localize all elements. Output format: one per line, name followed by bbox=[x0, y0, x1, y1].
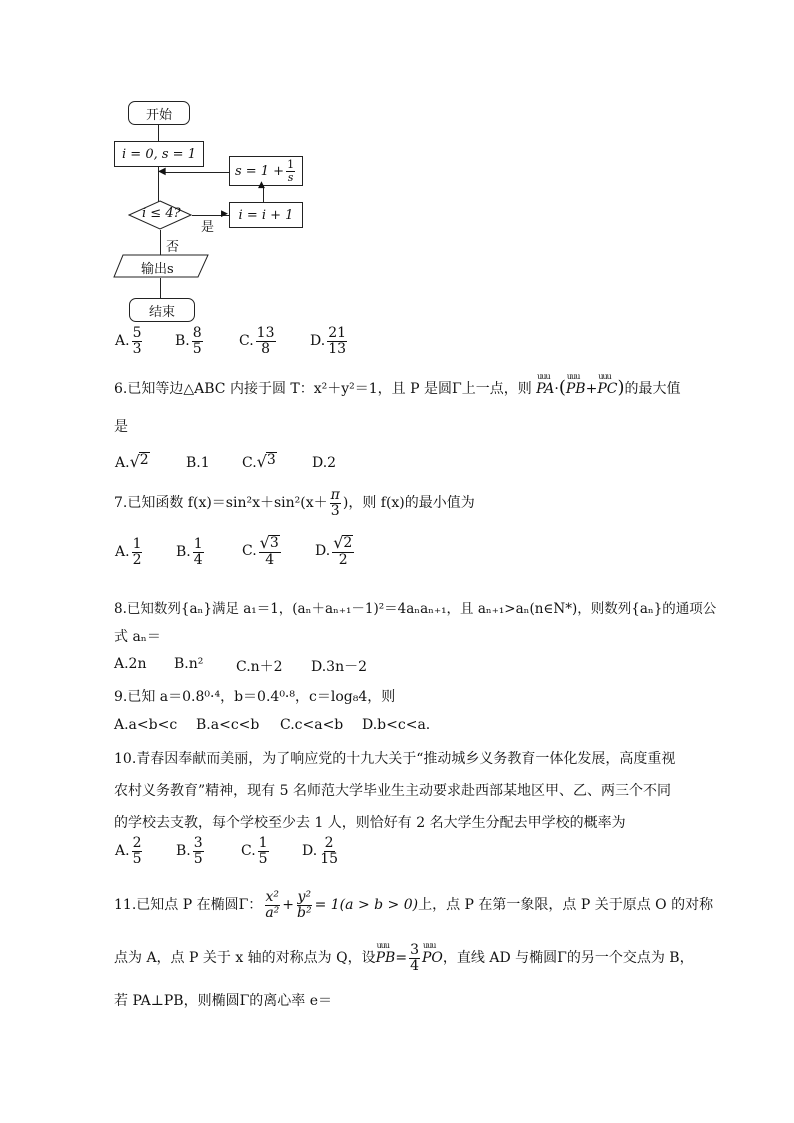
flowchart-start: 开始 bbox=[128, 101, 190, 125]
q6-option-a: A. √ 2 bbox=[115, 452, 149, 471]
q6-option-c: C. √ 3 bbox=[242, 452, 276, 471]
no-label: 否 bbox=[166, 240, 180, 255]
q7-stem: 7.已知函数 f(x)＝sin²x＋sin²(x＋ $\frac{\pi}{3}$ )，则 f(x)的最小值为 bbox=[114, 487, 475, 519]
connector bbox=[160, 230, 161, 255]
q10-stem-line2: 农村义务教育”精神，现有 5 名师范大学毕业生主动要求赴西部某地区甲、乙、两三个不同 bbox=[114, 783, 671, 799]
q9-option-c: C.c<a<b bbox=[280, 717, 344, 733]
q11-stem: 11.已知点 P 在椭圆Γ： $\frac{\text{x²}}{\text{a²}}$ + $\frac{\text{y²}}{\text{b²}}$ = 1(a > b > 0)上，点 P 在第一象限，点 P 关于原点 O 的对称 bbox=[114, 889, 714, 921]
q7-option-d: D. √ 2 2 bbox=[315, 533, 353, 568]
q8-stem-cont: 式 aₙ＝ bbox=[114, 629, 161, 645]
q7-option-c: C. √ 3 4 bbox=[242, 533, 279, 568]
flowchart-output-label: 输出s bbox=[141, 262, 174, 277]
q10-option-a: A. $\frac{2}{5}$ bbox=[115, 835, 142, 867]
q5-option-d: D. $\frac{21}{13}$ bbox=[310, 325, 347, 357]
connector bbox=[158, 124, 159, 141]
fraction: $\frac{1}{s}$ bbox=[287, 157, 295, 184]
q7-option-b: B. $\frac{1}{4}$ bbox=[176, 536, 203, 568]
q5-option-a: A. $\frac{5}{3}$ bbox=[115, 325, 142, 357]
q11-stem-line2: 点为 A，点 P 关于 x 轴的对称点为 Q，设uuu PB= $\frac{3}{4}$ uuu PO，直线 AD 与椭圆Γ的另一个交点为 B， bbox=[114, 943, 694, 973]
q8-option-d: D.3n－2 bbox=[311, 659, 368, 675]
q6-stem: 6.已知等边△ABC 内接于圆 T：x²＋y²＝1，且 P 是圆Γ上一点，则 uuu PA·(uuu PB+uuu PC)的最大值 bbox=[114, 377, 681, 398]
q8-option-c: C.n＋2 bbox=[236, 659, 283, 675]
flowchart-end: 结束 bbox=[129, 298, 195, 322]
q8-stem: 8.已知数列{aₙ}满足 a₁＝1，(aₙ＋aₙ₊₁－1)²＝4aₙaₙ₊₁，且 aₙ₊₁>aₙ(n∈N*)，则数列{aₙ}的通项公 bbox=[114, 601, 717, 617]
q9-stem: 9.已知 a＝0.8⁰·⁴，b＝0.4⁰·⁸，c＝log₈4，则 bbox=[114, 689, 396, 705]
flowchart-condition-label: i ≤ 4? bbox=[142, 206, 181, 221]
q6-option-d: D.2 bbox=[312, 455, 337, 471]
q10-option-d: D. $\frac{2}{15}$ bbox=[302, 835, 339, 867]
q10-option-c: C. $\frac{1}{5}$ bbox=[241, 835, 268, 867]
q10-stem-line3: 的学校去支教，每个学校至少去 1 人，则恰好有 2 名大学生分配去甲学校的概率为 bbox=[114, 815, 626, 831]
q7-option-a: A. $\frac{1}{2}$ bbox=[115, 536, 142, 568]
arrow-left-icon: ◀ bbox=[158, 166, 166, 177]
q9-option-a: A.a<b<c bbox=[114, 717, 178, 733]
q11-stem-line3: 若 PA⊥PB，则椭圆Γ的离心率 e＝ bbox=[114, 993, 333, 1009]
flowchart-increment: i = i + 1 bbox=[229, 202, 303, 228]
connector bbox=[160, 278, 161, 298]
yes-label: 是 bbox=[201, 220, 215, 235]
q8-option-a: A.2n bbox=[114, 656, 147, 672]
flowchart-update-s: s = 1 + $\frac{1}{s}$ bbox=[229, 156, 303, 186]
q9-option-d: D.b<c<a. bbox=[362, 717, 431, 733]
flowchart-init: i = 0, s = 1 bbox=[114, 141, 204, 167]
q10-stem: 10.青春因奉献而美丽，为了响应党的十九大关于“推动城乡义务教育一体化发展，高度重视 bbox=[114, 751, 676, 767]
q9-option-b: B.a<c<b bbox=[196, 717, 260, 733]
q6-stem-cont: 是 bbox=[114, 419, 128, 435]
q5-option-c: C. $\frac{13}{8}$ bbox=[239, 325, 275, 357]
q10-option-b: B. $\frac{3}{5}$ bbox=[176, 835, 203, 867]
q8-option-b: B.n² bbox=[174, 656, 204, 672]
arrow-up-icon: ▲ bbox=[258, 180, 265, 190]
q6-option-b: B.1 bbox=[186, 455, 210, 471]
q5-option-b: B. $\frac{8}{5}$ bbox=[175, 325, 202, 357]
arrow-right-icon: ▶ bbox=[221, 209, 228, 219]
